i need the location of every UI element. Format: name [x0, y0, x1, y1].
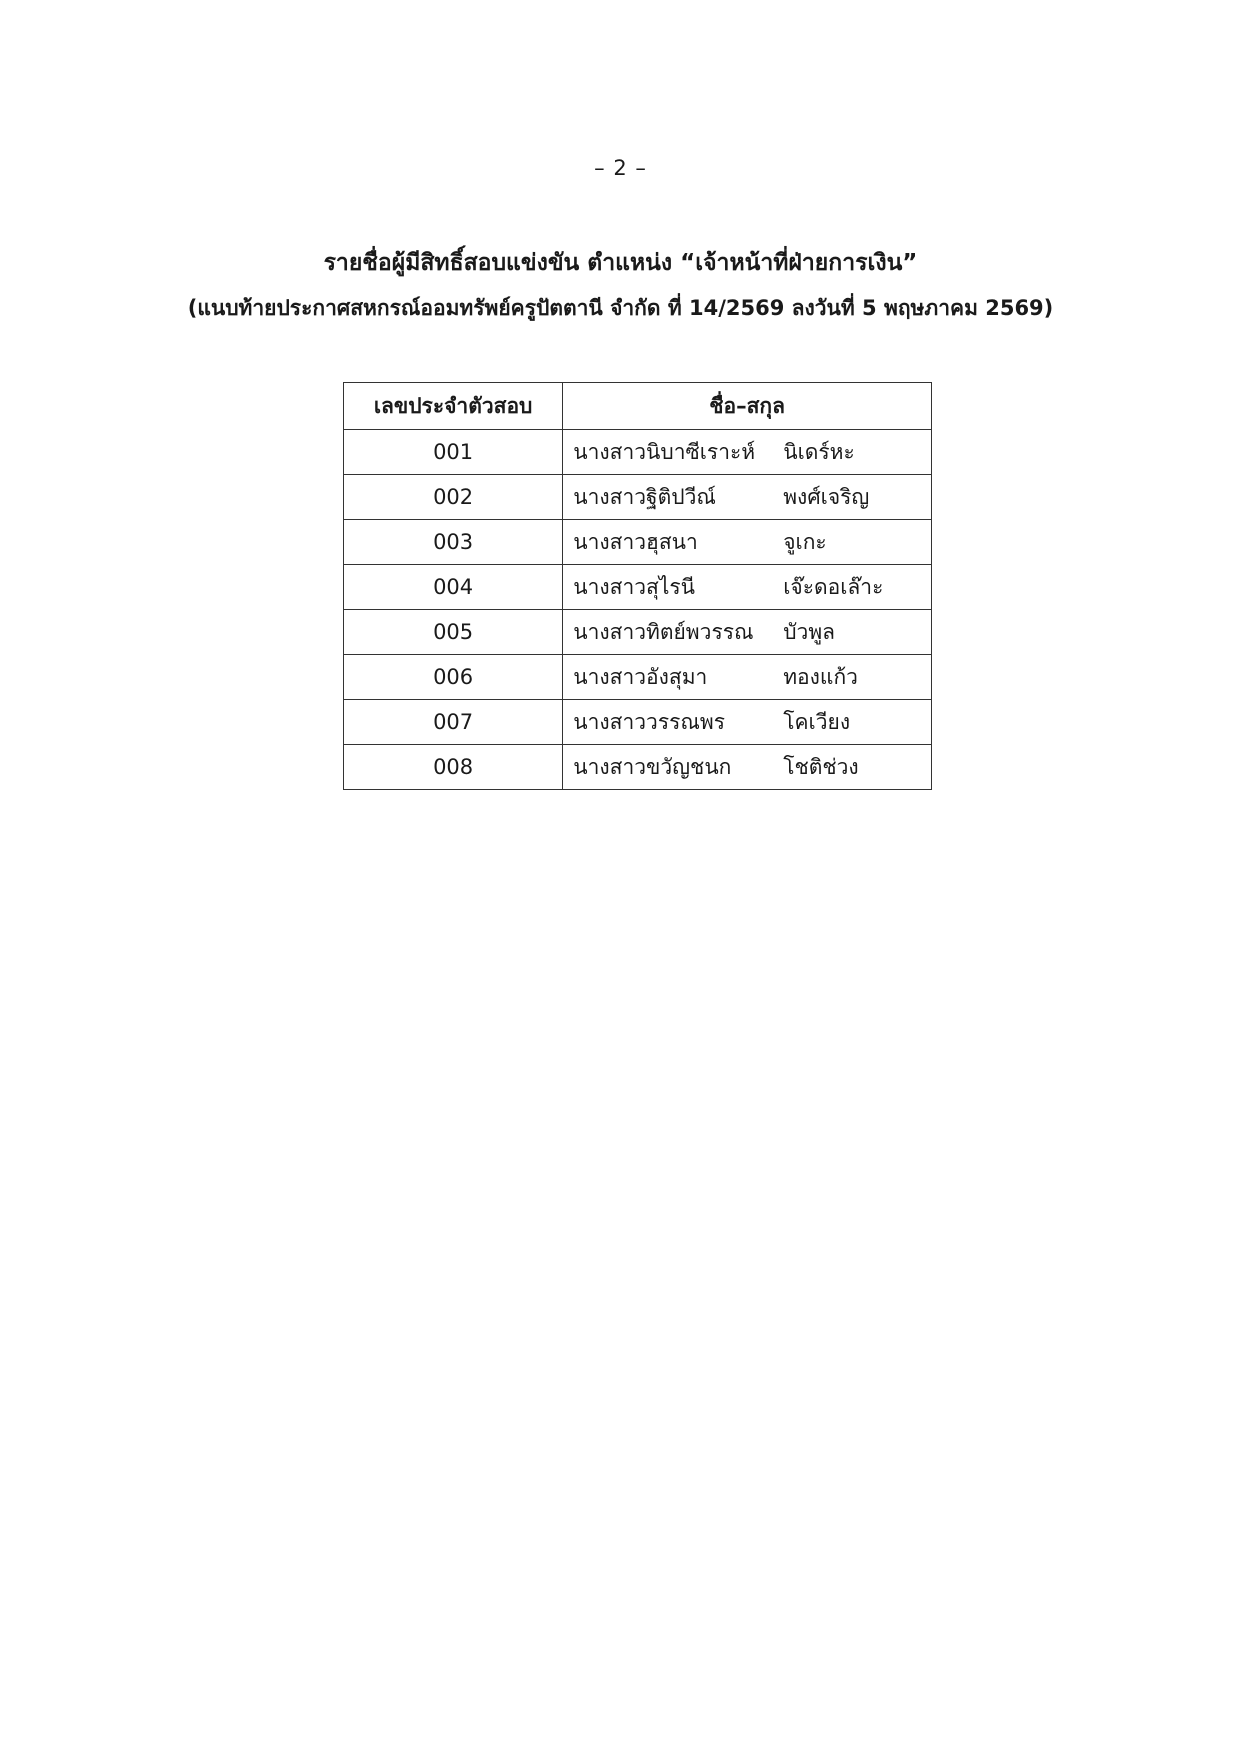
- candidate-table: [343, 382, 932, 790]
- name-cell: [563, 655, 932, 700]
- name-cell: [563, 610, 932, 655]
- table-row: [344, 565, 932, 610]
- first-name: นางสาวฐิติปวีณ์: [573, 484, 716, 509]
- document-title: รายชื่อผู้มีสิทธิ์สอบแข่งขัน ตำแหน่ง “เจ้าหน้าที่ฝ่ายการเงิน”: [323, 250, 918, 276]
- header-full-name: ชื่อ–สกุล: [563, 383, 932, 430]
- name-cell: [563, 565, 932, 610]
- table-header-row: [344, 383, 932, 430]
- table-row: [344, 610, 932, 655]
- exam-id-cell: 008: [344, 745, 563, 790]
- last-name: ทองแก้ว: [783, 664, 858, 689]
- exam-id-cell: 004: [344, 565, 563, 610]
- table-row: [344, 520, 932, 565]
- first-name: นางสาวอังสุมา: [573, 664, 708, 689]
- exam-id-cell: 002: [344, 475, 563, 520]
- last-name: บัวพูล: [783, 619, 836, 644]
- table-row: [344, 430, 932, 475]
- table-row: [344, 745, 932, 790]
- document-subtitle: (แนบท้ายประกาศสหกรณ์ออมทรัพย์ครูปัตตานี จำกัด ที่ 14/2569 ลงวันที่ 5 พฤษภาคม 2569): [187, 296, 1054, 320]
- first-name: นางสาวขวัญชนก: [573, 754, 732, 779]
- header-exam-id: เลขประจำตัวสอบ: [344, 383, 563, 430]
- page-number: – 2 –: [594, 156, 647, 180]
- name-cell: [563, 700, 932, 745]
- table-row: [344, 655, 932, 700]
- last-name: โชติช่วง: [783, 754, 859, 779]
- last-name: เจ๊ะดอเล๊าะ: [783, 574, 884, 599]
- last-name: จูเกะ: [783, 529, 827, 554]
- name-cell: [563, 430, 932, 475]
- exam-id-cell: 006: [344, 655, 563, 700]
- last-name: พงศ์เจริญ: [783, 484, 870, 509]
- exam-id-cell: 005: [344, 610, 563, 655]
- first-name: นางสาวทิตย์พวรรณ: [573, 619, 754, 644]
- name-cell: [563, 745, 932, 790]
- exam-id-cell: 003: [344, 520, 563, 565]
- last-name: โคเวียง: [783, 709, 851, 734]
- first-name: นางสาวนิบาซีเราะห์: [573, 439, 756, 464]
- first-name: นางสาววรรณพร: [573, 709, 725, 734]
- exam-id-cell: 007: [344, 700, 563, 745]
- first-name: นางสาวสุไรนี: [573, 574, 696, 599]
- table-row: [344, 700, 932, 745]
- table-row: [344, 475, 932, 520]
- name-cell: [563, 520, 932, 565]
- name-cell: [563, 475, 932, 520]
- exam-id-cell: 001: [344, 430, 563, 475]
- first-name: นางสาวฮุสนา: [573, 529, 698, 554]
- last-name: นิเดร์หะ: [783, 439, 855, 464]
